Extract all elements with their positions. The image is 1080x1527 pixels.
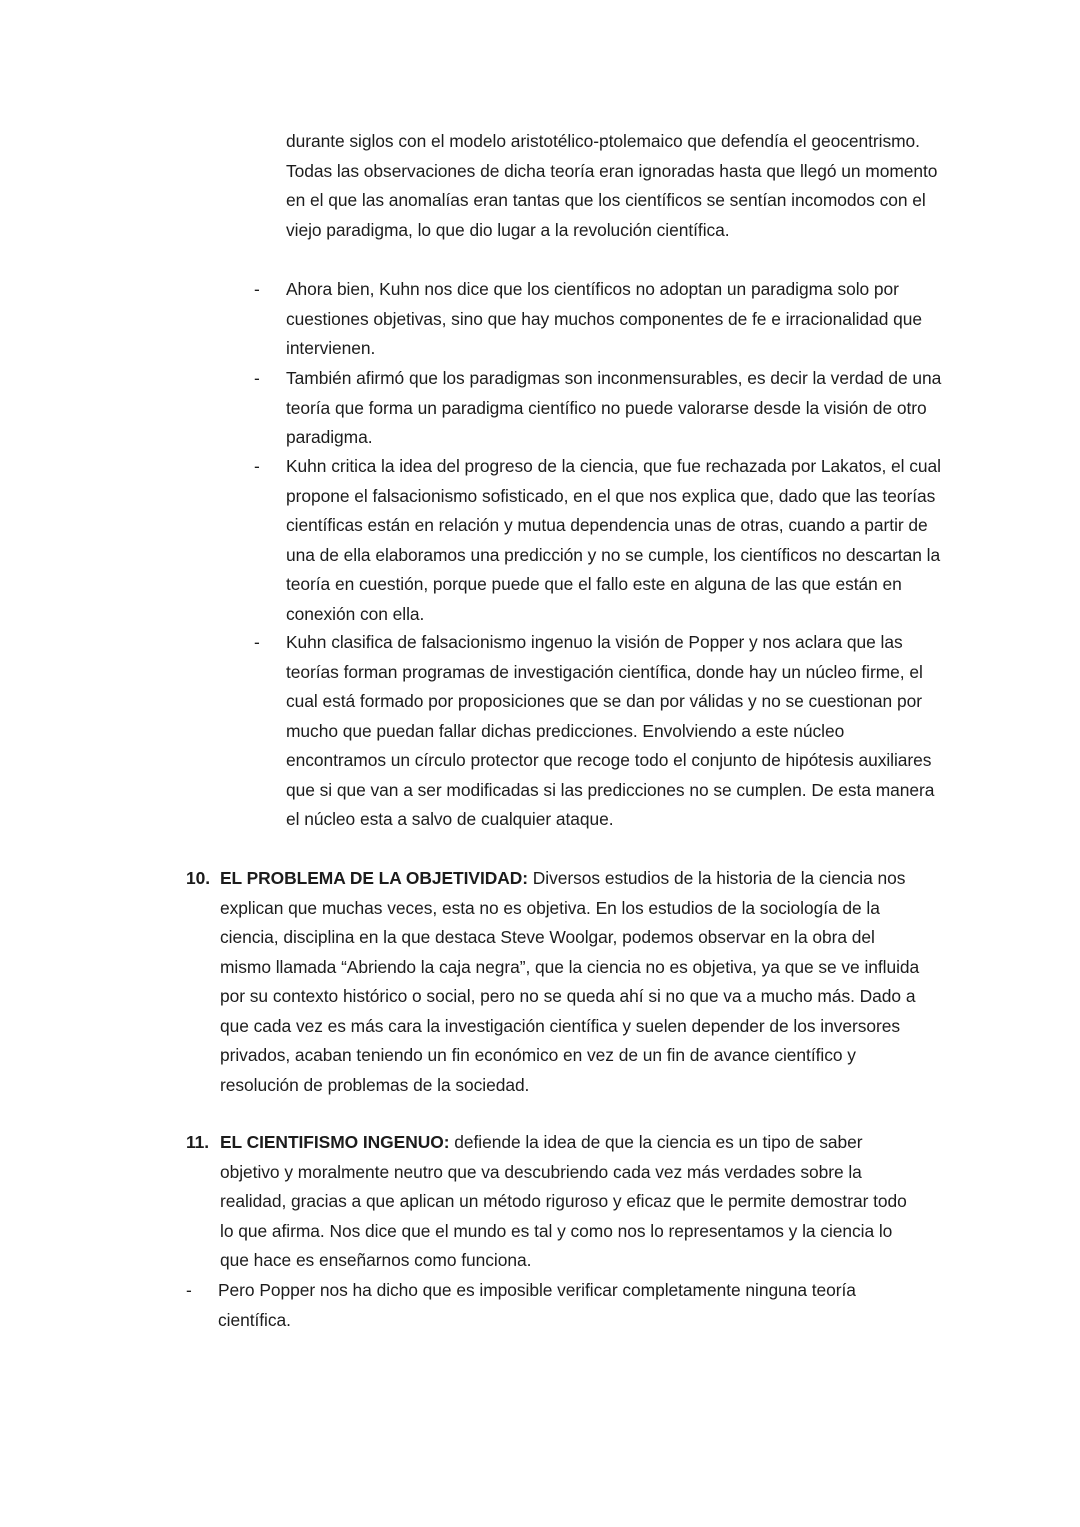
bullet-dash: -: [254, 368, 260, 388]
continuation-paragraph: durante siglos con el modelo aristotélico-ptolemaico que defendía el geocentrismo. Todas las observaciones de dicha teoría eran ignoradas hasta que llegó un momento en el que las anomalías eran tantas que los científicos se sentían incomodos con el viejo paradigma, lo que dio lugar a la revolución científica.: [286, 131, 938, 240]
section-heading: EL CIENTIFISMO INGENUO:: [220, 1132, 450, 1152]
section-body: [220, 1128, 920, 1276]
section-body: [220, 864, 920, 1100]
bullet-text: También afirmó que los paradigmas son inconmensurables, es decir la verdad de una teoría que forma un paradigma científico no puede valorarse desde la visión de otro paradigma.: [286, 368, 942, 447]
bullet-dash: -: [254, 456, 260, 476]
section-number: 10.: [186, 868, 211, 888]
bullet-dash: -: [186, 1280, 192, 1300]
bullet-text: Kuhn clasifica de falsacionismo ingenuo la visión de Popper y nos aclara que las teorías forman programas de investigación científica, donde hay un núcleo firme, el cual está formado por proposiciones que se dan por válidas y no se cuestionan por mucho que puedan fallar dichas predicciones. Envolviendo a este núcleo encontramos un círculo protector que recoge todo el conjunto de hipótesis auxiliares que si que van a ser modificadas si las predicciones no se cumplen. De esta manera el núcleo esta a salvo de cualquier ataque.: [286, 632, 935, 829]
section-text: defiende la idea de que la ciencia es un tipo de saber objetivo y moralmente neutro que va descubriendo cada vez más verdades sobre la realidad, gracias a que aplican un método riguroso y eficaz que le permite demostrar todo lo que afirma. Nos dice que el mundo es tal y como nos lo representamos y la ciencia lo que hace es enseñarnos como funciona.: [220, 1132, 907, 1270]
section-heading: EL PROBLEMA DE LA OBJETIVIDAD:: [220, 868, 529, 888]
bullet-dash: -: [254, 632, 260, 652]
section-number: 11.: [186, 1132, 210, 1152]
bullet-text: Ahora bien, Kuhn nos dice que los científicos no adoptan un paradigma solo por cuestiones objetivas, sino que hay muchos componentes de fe e irracionalidad que intervienen.: [286, 279, 922, 358]
bullet-dash: -: [254, 279, 260, 299]
section-text: Diversos estudios de la historia de la ciencia nos explican que muchas veces, esta no es objetiva. En los estudios de la sociología de la ciencia, disciplina en la que destaca Steve Woolgar, podemos observar en la obra del mismo llamada “Abriendo la caja negra”, que la ciencia no es objetiva, ya que se ve influida por su contexto histórico o social, pero no se queda ahí si no que va a mucho más. Dado a que cada vez es más cara la investigación científica y suelen depender de los inversores privados, acaban teniendo un fin económico en vez de un fin de avance científico y resolución de problemas de la sociedad.: [220, 868, 920, 1095]
bullet-text: Pero Popper nos ha dicho que es imposible verificar completamente ninguna teoría científica.: [218, 1280, 856, 1330]
bullet-text: Kuhn critica la idea del progreso de la ciencia, que fue rechazada por Lakatos, el cual propone el falsacionismo sofisticado, en el que nos explica que, dado que las teorías científicas están en relación y mutua dependencia unas de otras, cuando a partir de una de ella elaboramos una predicción y no se cumple, los científicos no descartan la teoría en cuestión, porque puede que el fallo este en alguna de las que están en conexión con ella.: [286, 456, 941, 624]
